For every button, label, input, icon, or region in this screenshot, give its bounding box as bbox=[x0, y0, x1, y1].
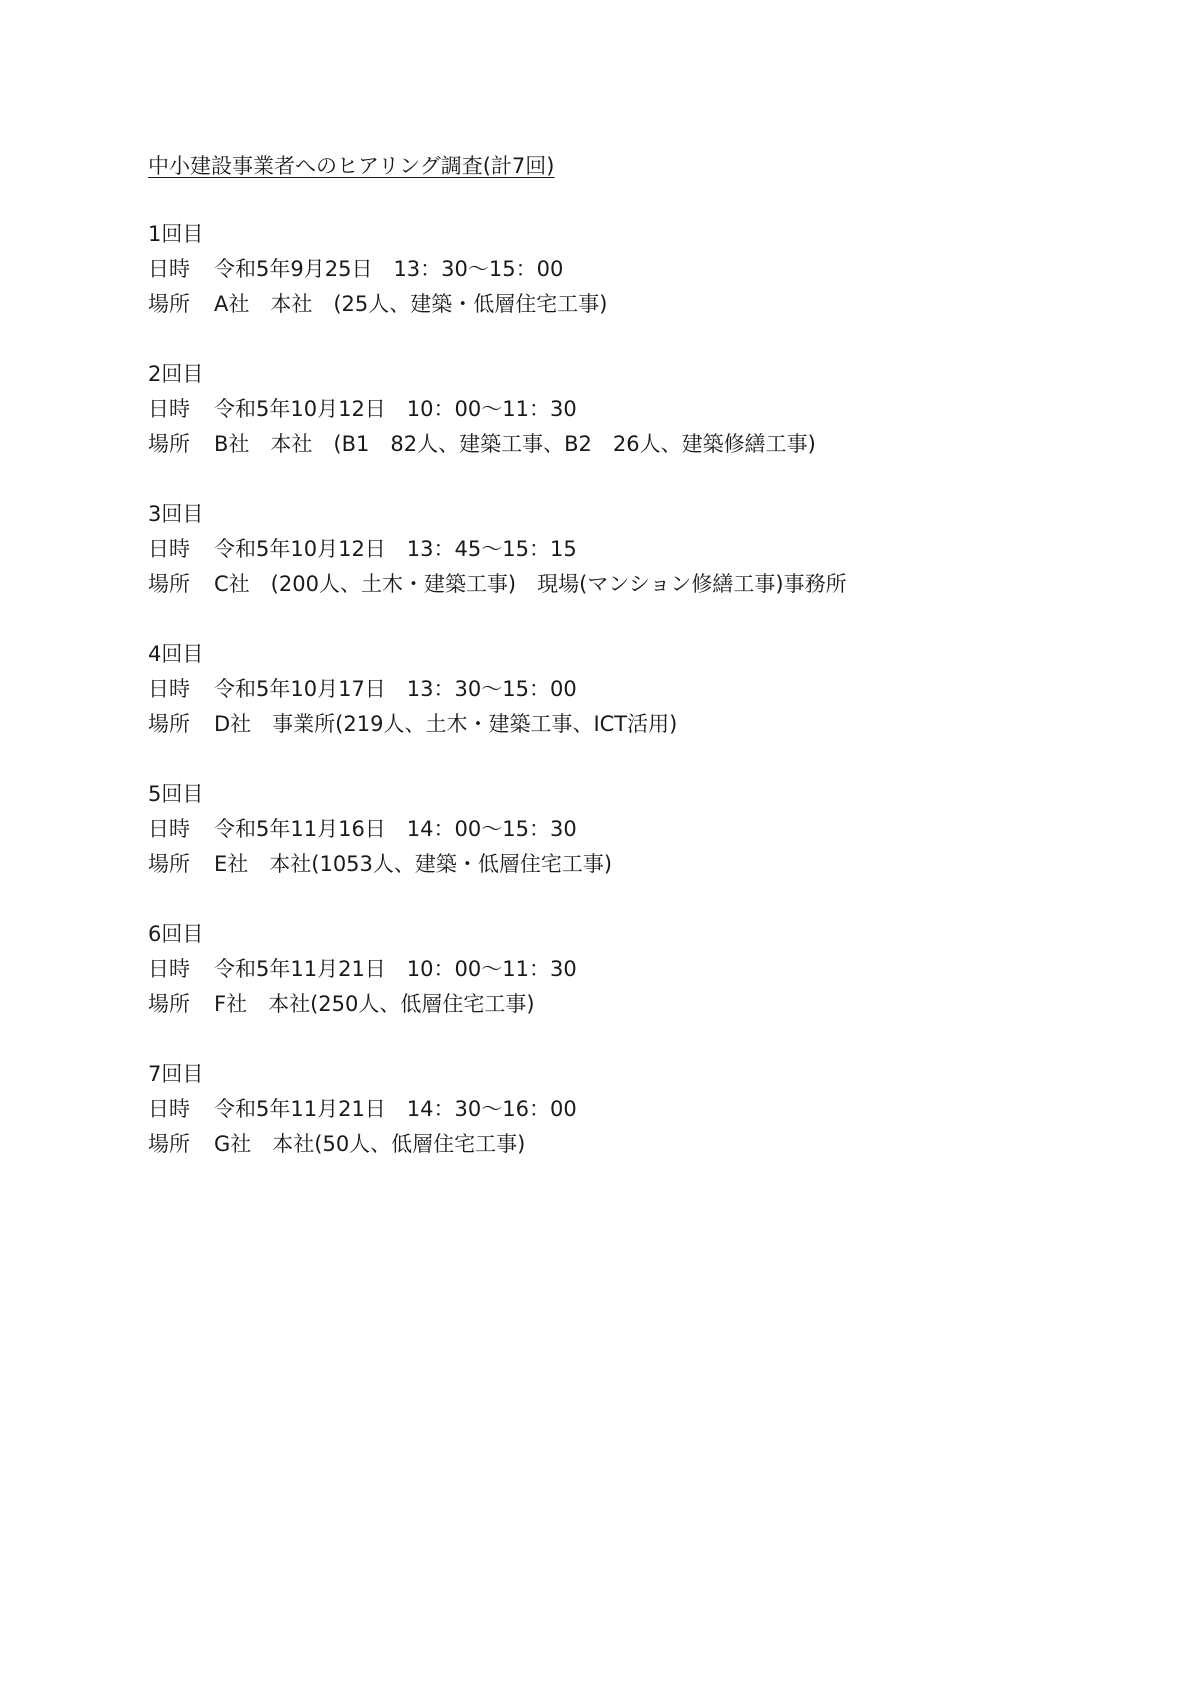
session-date: 令和5年10月17日 13：30〜15：00 bbox=[214, 677, 577, 701]
date-label: 日時 bbox=[148, 817, 190, 841]
session-date-row bbox=[148, 1092, 1128, 1127]
session-date: 令和5年11月21日 10：00〜11：30 bbox=[214, 957, 577, 981]
session-place: F社 本社(250人、低層住宅工事) bbox=[214, 992, 535, 1016]
session-place: E社 本社(1053人、建築・低層住宅工事) bbox=[214, 852, 613, 876]
session-date-row bbox=[148, 952, 1128, 987]
session-heading: 5回目 bbox=[148, 782, 204, 806]
date-label: 日時 bbox=[148, 537, 190, 561]
session-place-row bbox=[148, 287, 1128, 322]
session-date: 令和5年11月21日 14：30〜16：00 bbox=[214, 1097, 577, 1121]
session-date: 令和5年11月16日 14：00〜15：30 bbox=[214, 817, 577, 841]
place-label: 場所 bbox=[148, 712, 190, 736]
session-place-row bbox=[148, 567, 1128, 602]
session-place: G社 本社(50人、低層住宅工事) bbox=[214, 1132, 526, 1156]
session-date-row bbox=[148, 252, 1128, 287]
place-label: 場所 bbox=[148, 572, 190, 596]
session-place-row bbox=[148, 427, 1128, 462]
session-heading: 7回目 bbox=[148, 1062, 204, 1086]
session-date: 令和5年10月12日 13：45〜15：15 bbox=[214, 537, 577, 561]
place-label: 場所 bbox=[148, 992, 190, 1016]
session-heading: 6回目 bbox=[148, 922, 204, 946]
place-label: 場所 bbox=[148, 432, 190, 456]
session-date-row bbox=[148, 672, 1128, 707]
session-place: D社 事業所(219人、土木・建築工事、ICT活用) bbox=[214, 712, 678, 736]
place-label: 場所 bbox=[148, 1132, 190, 1156]
session-6 bbox=[148, 917, 1128, 1022]
session-date-row bbox=[148, 812, 1128, 847]
session-date: 令和5年9月25日 13：30〜15：00 bbox=[214, 257, 564, 281]
session-place-row bbox=[148, 707, 1128, 742]
document-title: 中小建設事業者へのヒアリング調査(計7回) bbox=[148, 154, 555, 178]
session-heading: 4回目 bbox=[148, 642, 204, 666]
session-2 bbox=[148, 357, 1128, 462]
document-page bbox=[148, 150, 1128, 1162]
session-heading: 2回目 bbox=[148, 362, 204, 386]
session-date: 令和5年10月12日 10：00〜11：30 bbox=[214, 397, 577, 421]
date-label: 日時 bbox=[148, 257, 190, 281]
session-5 bbox=[148, 777, 1128, 882]
session-4 bbox=[148, 637, 1128, 742]
place-label: 場所 bbox=[148, 292, 190, 316]
date-label: 日時 bbox=[148, 1097, 190, 1121]
session-place-row bbox=[148, 847, 1128, 882]
session-date-row bbox=[148, 392, 1128, 427]
session-heading: 3回目 bbox=[148, 502, 204, 526]
session-7 bbox=[148, 1057, 1128, 1162]
place-label: 場所 bbox=[148, 852, 190, 876]
session-place-row bbox=[148, 987, 1128, 1022]
session-date-row bbox=[148, 532, 1128, 567]
session-3 bbox=[148, 497, 1128, 602]
session-place: C社 (200人、土木・建築工事) 現場(マンション修繕工事)事務所 bbox=[214, 572, 847, 596]
session-heading: 1回目 bbox=[148, 222, 204, 246]
date-label: 日時 bbox=[148, 677, 190, 701]
date-label: 日時 bbox=[148, 957, 190, 981]
date-label: 日時 bbox=[148, 397, 190, 421]
session-1 bbox=[148, 217, 1128, 322]
session-place: B社 本社 (B1 82人、建築工事、B2 26人、建築修繕工事) bbox=[214, 432, 816, 456]
session-place: A社 本社 (25人、建築・低層住宅工事) bbox=[214, 292, 608, 316]
session-place-row bbox=[148, 1127, 1128, 1162]
